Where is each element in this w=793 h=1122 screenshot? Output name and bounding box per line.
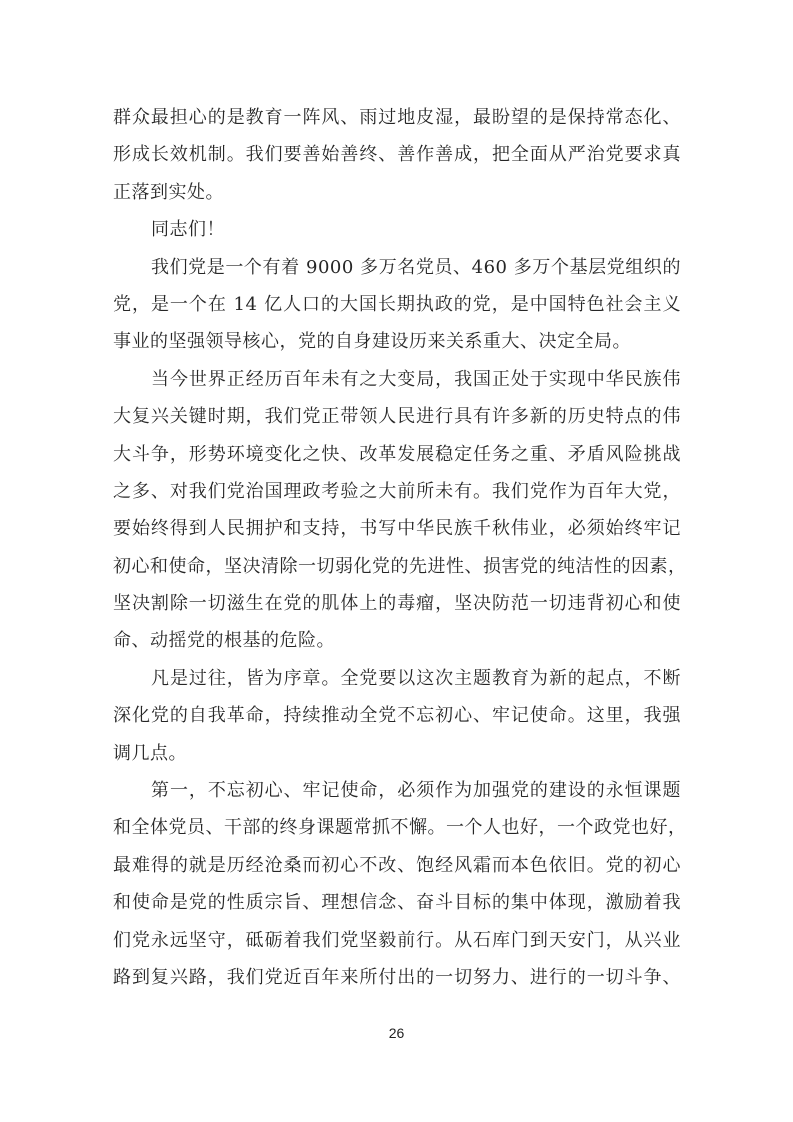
text-line: 党，是一个在 14 亿人口的大国长期执政的党，是中国特色社会主义 — [113, 293, 681, 315]
text-line: 大复兴关键时期，我们党正带领人民进行具有许多新的历史特点的伟 — [113, 406, 681, 428]
text-line: 命、动摇党的根基的危险。 — [113, 630, 335, 652]
text-line: 和全体党员、干部的终身课题常抓不懈。一个人也好，一个政党也好， — [113, 817, 687, 839]
text-line: 事业的坚强领导核心，党的自身建设历来关系重大、决定全局。 — [113, 331, 631, 353]
text-line: 形成长效机制。我们要善始善终、善作善成，把全面从严治党要求真 — [113, 144, 681, 166]
text-line: 最难得的就是历经沧桑而初心不改、饱经风霜而本色依旧。党的初心 — [113, 854, 681, 876]
text-line: 大斗争，形势环境变化之快、改革发展稳定任务之重、矛盾风险挑战 — [113, 443, 681, 465]
text-line: 调几点。 — [113, 742, 187, 764]
text-line: 同志们！ — [151, 219, 225, 241]
text-line: 正落到实处。 — [113, 181, 224, 203]
text-line: 和使命是党的性质宗旨、理想信念、奋斗目标的集中体现，激励着我 — [113, 892, 681, 914]
text-line: 之多、对我们党治国理政考验之大前所未有。我们党作为百年大党， — [113, 480, 681, 502]
document-body — [113, 99, 687, 996]
text-line: 第一，不忘初心、牢记使命，必须作为加强党的建设的永恒课题 — [151, 780, 681, 802]
text-line: 深化党的自我革命，持续推动全党不忘初心、牢记使命。这里，我强 — [113, 705, 681, 727]
page-number: 26 — [388, 1025, 405, 1041]
text-line: 坚决割除一切滋生在党的肌体上的毒瘤，坚决防范一切违背初心和使 — [113, 593, 681, 615]
text-line: 要始终得到人民拥护和支持，书写中华民族千秋伟业，必须始终牢记 — [113, 518, 681, 540]
text-line: 当今世界正经历百年未有之大变局，我国正处于实现中华民族伟 — [151, 368, 681, 390]
text-line: 初心和使命，坚决清除一切弱化党的先进性、损害党的纯洁性的因素， — [113, 555, 687, 577]
text-line: 们党永远坚守，砥砺着我们党坚毅前行。从石库门到天安门，从兴业 — [113, 929, 681, 951]
text-line: 凡是过往，皆为序章。全党要以这次主题教育为新的起点，不断 — [151, 667, 681, 689]
page-footer — [0, 1023, 793, 1042]
text-line: 我们党是一个有着 9000 多万名党员、460 多万个基层党组织的 — [151, 256, 681, 278]
text-line: 群众最担心的是教育一阵风、雨过地皮湿，最盼望的是保持常态化、 — [113, 107, 681, 128]
text-line: 路到复兴路，我们党近百年来所付出的一切努力、进行的一切斗争、 — [113, 966, 681, 988]
